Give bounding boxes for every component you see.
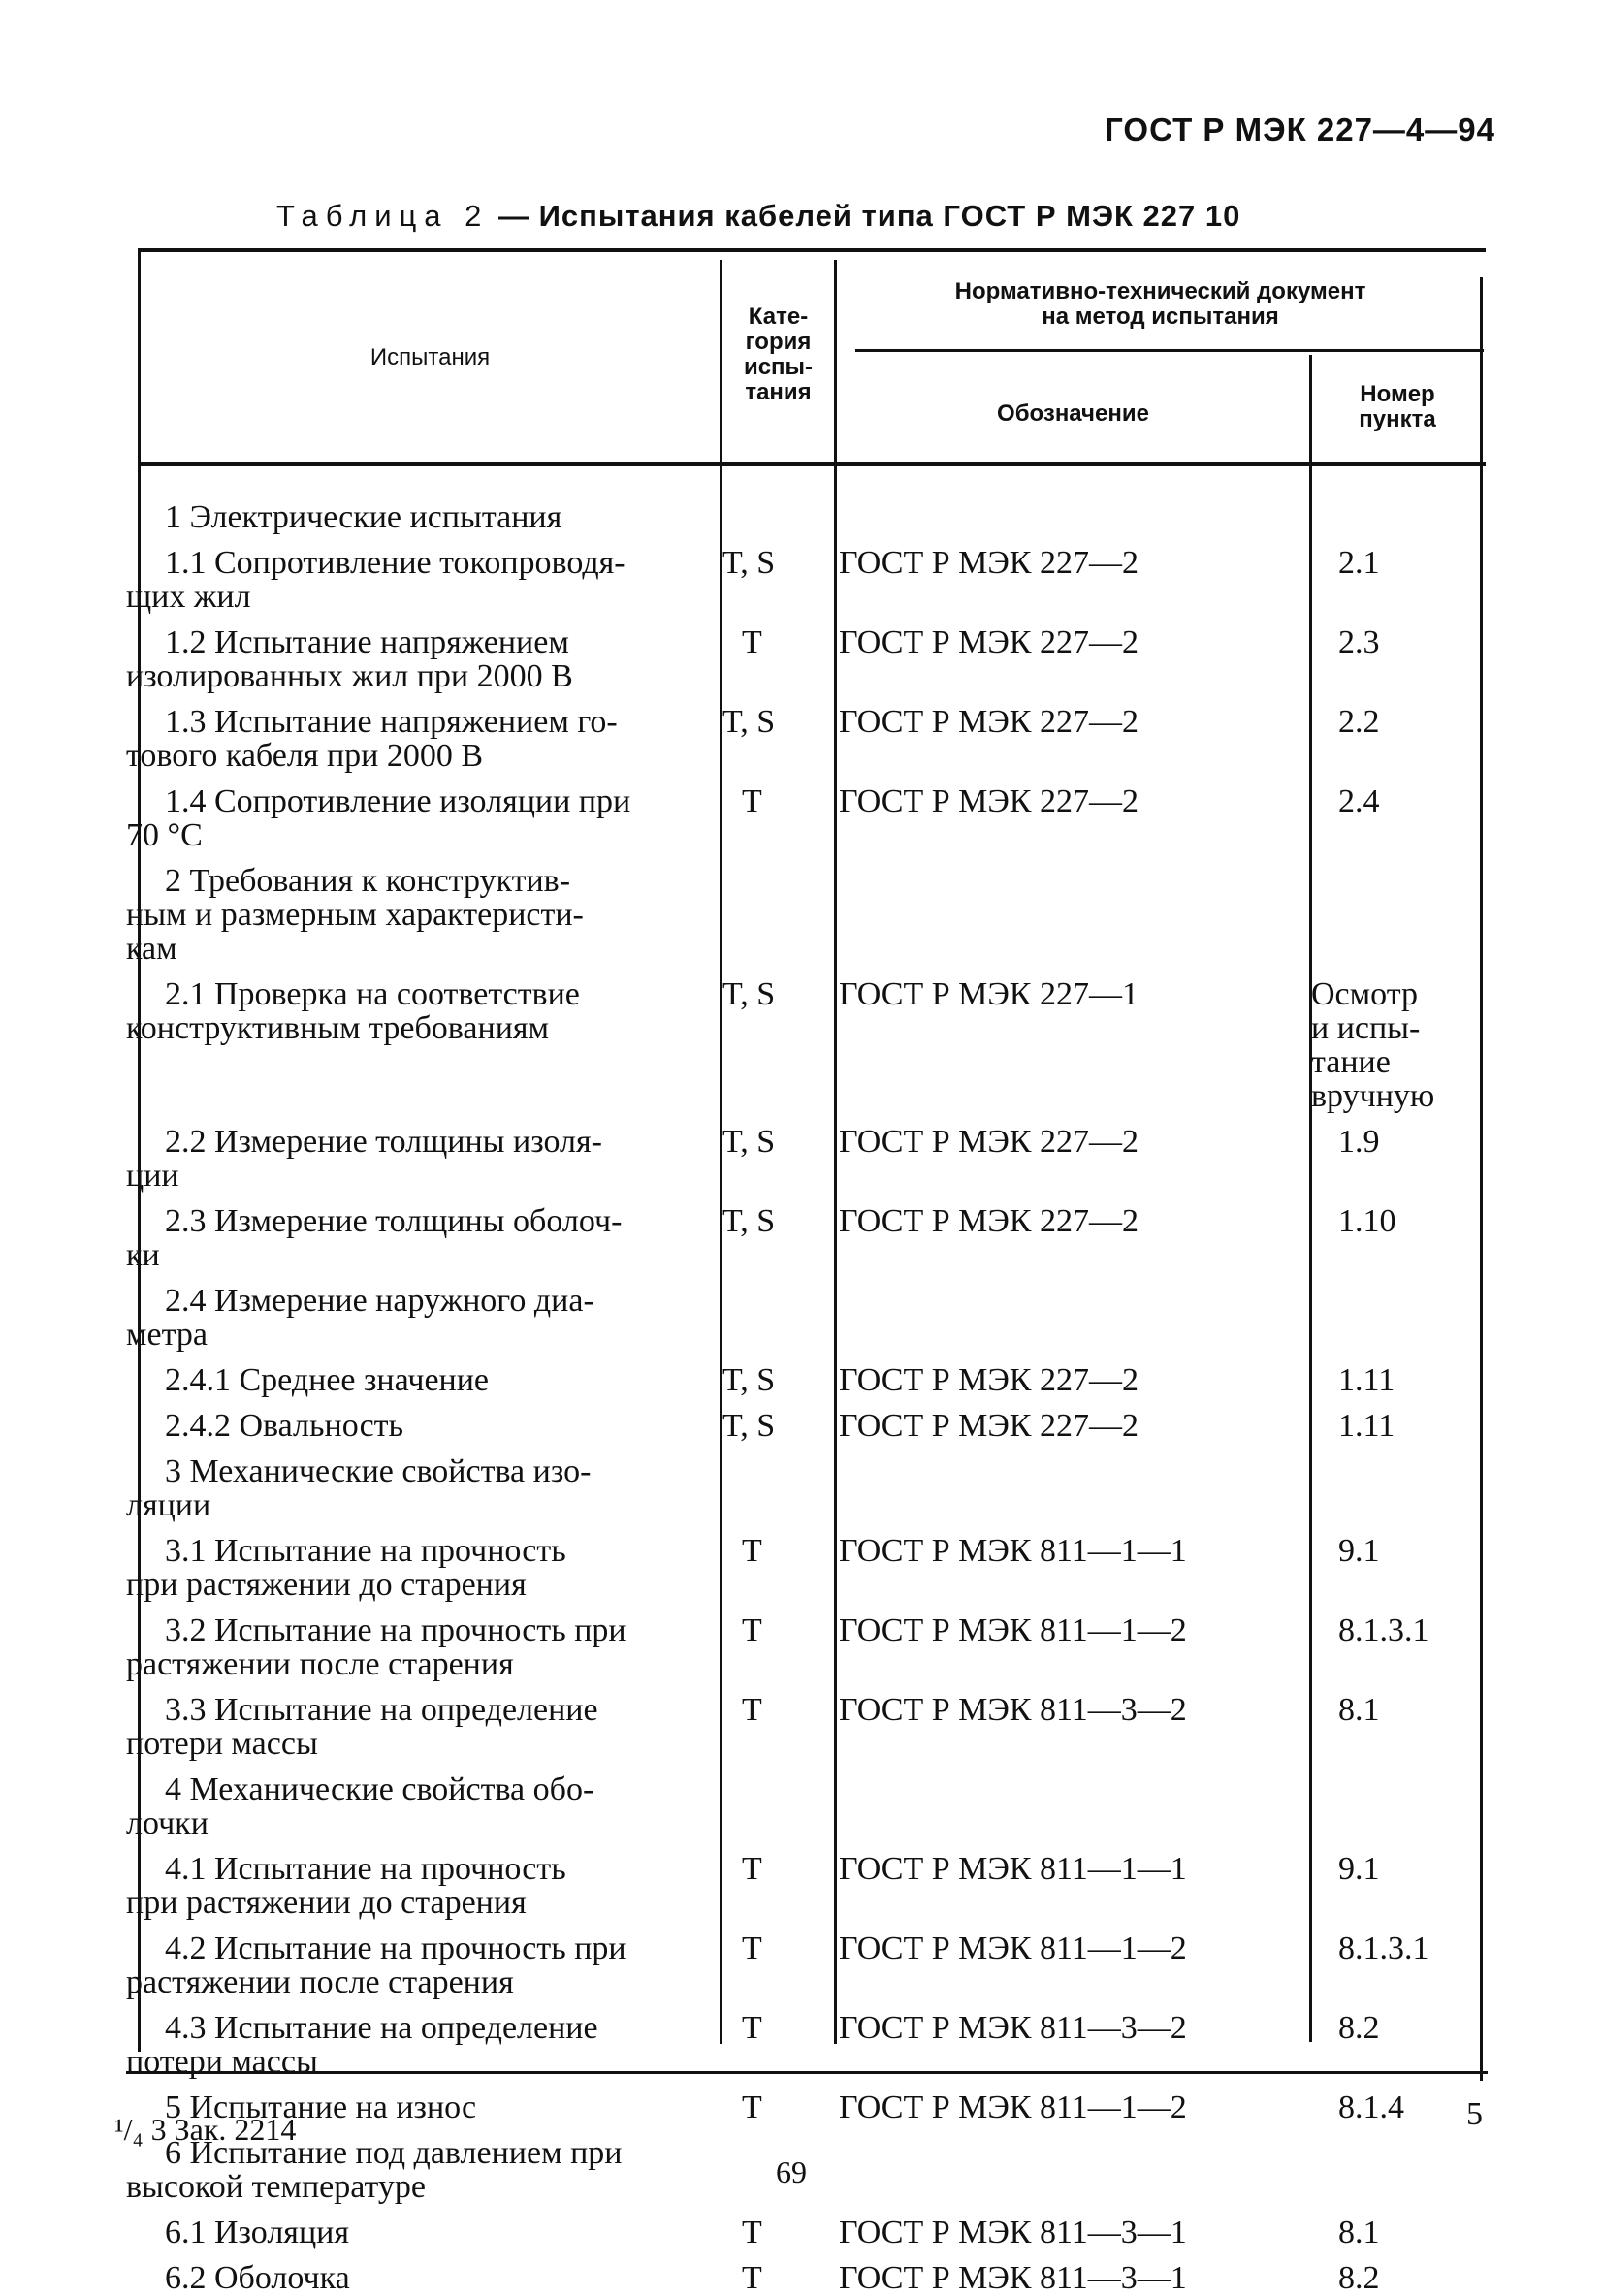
clause-line: 2.4 (1338, 783, 1380, 819)
designation-cell: ГОСТ Р МЭК 227—2 (839, 1124, 1139, 1160)
clause-line: 8.2 (1338, 2260, 1380, 2296)
category-cell: T (742, 783, 762, 819)
test-name-cell (126, 864, 710, 966)
category-cell: T, S (722, 1124, 776, 1160)
clause-line: 8.1 (1338, 1692, 1380, 1728)
test-name-line: 4 Механические свойства обо- (165, 1771, 594, 1807)
category-cell: T (742, 2215, 762, 2250)
designation-cell: ГОСТ Р МЭК 227—1 (839, 976, 1139, 1012)
category-cell: T (742, 2010, 762, 2046)
clause-line: 9.1 (1338, 1851, 1380, 1887)
test-name-line: 1.3 Испытание напряжением го- (165, 704, 618, 740)
test-name-line: потери массы (126, 2044, 318, 2080)
designation-cell: ГОСТ Р МЭК 811—3—2 (839, 2010, 1187, 2046)
category-cell: T (742, 624, 762, 660)
test-name-cell (126, 625, 710, 693)
clause-cell (1311, 1125, 1481, 1159)
clause-line: вручную (1311, 1078, 1435, 1114)
category-cell: T (742, 1851, 762, 1887)
table-title (276, 199, 1240, 234)
test-name-line: 2.2 Измерение толщины изоля- (165, 1124, 602, 1160)
test-name-line: 1.1 Сопротивление токопроводя- (165, 545, 626, 581)
clause-cell (1311, 1204, 1481, 1238)
clause-cell (1311, 1534, 1481, 1568)
designation-cell: ГОСТ Р МЭК 811—3—2 (839, 1692, 1187, 1728)
column-rule-designation (834, 260, 837, 2044)
clause-line: 8.1.3.1 (1338, 1930, 1429, 1966)
designation-cell: ГОСТ Р МЭК 227—2 (839, 624, 1139, 660)
clause-cell (1311, 705, 1481, 739)
test-name-line: 3 Механические свойства изо- (165, 1453, 592, 1489)
test-name-line: кам (126, 931, 177, 967)
header-ntd-line: Нормативно-технический документ (954, 278, 1366, 304)
clause-cell (1311, 546, 1481, 580)
header-clause (1312, 382, 1483, 432)
test-name-cell (126, 2011, 710, 2079)
test-name-cell (126, 1852, 710, 1920)
category-cell: T, S (722, 1203, 776, 1239)
test-name-cell (126, 1931, 710, 1999)
test-name-line: 2.4 Измерение наружного диа- (165, 1283, 594, 1319)
clause-cell (1311, 784, 1481, 818)
header-clause-line: пункта (1359, 406, 1436, 432)
test-name-line: 1.4 Сопротивление изоляции при (165, 783, 631, 819)
clause-cell (1311, 1613, 1481, 1647)
header-category-line: Кате- (748, 303, 809, 330)
test-name-line: 1 Электрические испытания (165, 499, 562, 535)
clause-cell (1311, 1931, 1481, 1965)
clause-line: 8.1.3.1 (1338, 1612, 1429, 1648)
clause-line: 1.9 (1338, 1124, 1380, 1160)
clause-line: тание (1311, 1044, 1391, 1080)
designation-cell: ГОСТ Р МЭК 811—1—2 (839, 2089, 1187, 2125)
clause-cell (1311, 2011, 1481, 2045)
document-code: ГОСТ Р МЭК 227—4—94 (1105, 112, 1495, 147)
clause-cell (1311, 977, 1481, 1113)
clause-line: 2.1 (1338, 545, 1380, 581)
header-category-line: испы- (743, 354, 814, 380)
test-name-line: 6 Испытание под давлением при (165, 2135, 623, 2171)
category-cell: T (742, 1692, 762, 1728)
designation-cell: ГОСТ Р МЭК 811—1—2 (839, 1930, 1187, 1966)
test-name-line: потери массы (126, 1726, 318, 1762)
test-name-line: щих жил (126, 579, 251, 615)
clause-line: 1.11 (1338, 1362, 1395, 1398)
test-name-line: 2.4.2 Овальность (165, 1408, 404, 1444)
test-name-cell (126, 1125, 710, 1193)
test-name-line: 5 Испытание на износ (165, 2089, 477, 2125)
header-ntd (837, 279, 1484, 330)
designation-cell: ГОСТ Р МЭК 811—1—2 (839, 1612, 1187, 1648)
designation-cell: ГОСТ Р МЭК 227—2 (839, 1362, 1139, 1398)
clause-cell (1311, 1363, 1481, 1397)
test-name-cell (126, 1409, 710, 1443)
test-name-line: конструктивным требованиям (126, 1010, 550, 1046)
test-name-cell (126, 1772, 710, 1840)
test-name-line: при растяжении до старения (126, 1567, 527, 1603)
test-name-line: лочки (126, 1805, 209, 1841)
test-name-line: ки (126, 1237, 160, 1273)
test-name-line: 6.1 Изоляция (165, 2215, 349, 2250)
test-name-cell (126, 1454, 710, 1522)
test-name-cell (126, 2216, 710, 2249)
designation-cell: ГОСТ Р МЭК 227—2 (839, 545, 1139, 581)
test-name-line: 2.3 Измерение толщины оболоч- (165, 1203, 623, 1239)
test-name-cell (126, 500, 710, 534)
header-clause-line: Номер (1360, 381, 1435, 407)
test-name-line: ции (126, 1158, 179, 1194)
test-name-line: 3.2 Испытание на прочность при (165, 1612, 626, 1648)
clause-cell (1311, 2090, 1481, 2124)
test-name-cell (126, 1363, 710, 1397)
clause-line: 8.2 (1338, 2010, 1380, 2046)
test-name-line: 2.1 Проверка на соответствие (165, 976, 580, 1012)
designation-cell: ГОСТ Р МЭК 227—2 (839, 1203, 1139, 1239)
category-cell: T, S (722, 704, 776, 740)
header-ntd-line: на метод испытания (1042, 303, 1279, 330)
footer-sheet-number: 5 (1466, 2096, 1483, 2132)
test-name-cell (126, 1204, 710, 1272)
clause-cell (1311, 1693, 1481, 1727)
clause-line: 2.2 (1338, 704, 1380, 740)
designation-cell: ГОСТ Р МЭК 811—1—1 (839, 1533, 1187, 1569)
column-rule-clause (1309, 355, 1312, 2042)
test-name-line: высокой температуре (126, 2169, 426, 2205)
header-bottom-rule (138, 462, 1486, 466)
designation-cell: ГОСТ Р МЭК 227—2 (839, 1408, 1139, 1444)
header-category-line: гория (745, 329, 812, 355)
test-name-line: 6.2 Оболочка (165, 2260, 350, 2296)
test-name-cell (126, 1284, 710, 1352)
category-cell: T (742, 1930, 762, 1966)
test-name-line: 3.3 Испытание на определение (165, 1692, 598, 1728)
test-name-line: 4.1 Испытание на прочность (165, 1851, 566, 1887)
designation-cell: ГОСТ Р МЭК 811—1—1 (839, 1851, 1187, 1887)
table-title-text: — Испытания кабелей типа ГОСТ Р МЭК 227 10 (489, 199, 1241, 233)
test-name-cell (126, 1534, 710, 1602)
category-cell: T, S (722, 545, 776, 581)
test-name-cell (126, 1613, 710, 1681)
test-name-line: метра (126, 1317, 208, 1353)
header-category-line: тания (745, 379, 812, 405)
clause-line: 1.10 (1338, 1203, 1396, 1239)
test-name-line: 70 °C (126, 817, 203, 853)
designation-cell: ГОСТ Р МЭК 811—3—1 (839, 2260, 1187, 2296)
test-name-line: ляции (126, 1487, 211, 1523)
clause-cell (1311, 2216, 1481, 2249)
test-name-line: 4.2 Испытание на прочность при (165, 1930, 626, 1966)
designation-cell: ГОСТ Р МЭК 227—2 (839, 704, 1139, 740)
designation-cell: ГОСТ Р МЭК 227—2 (839, 783, 1139, 819)
clause-cell (1311, 1852, 1481, 1886)
test-name-cell (126, 705, 710, 773)
clause-line: и испы- (1311, 1010, 1421, 1046)
test-name-cell (126, 977, 710, 1045)
category-cell: T (742, 1533, 762, 1569)
test-name-line: 4.3 Испытание на определение (165, 2010, 598, 2046)
clause-line: 2.3 (1338, 624, 1380, 660)
header-sub-rule (855, 349, 1484, 352)
test-name-line: изолированных жил при 2000 В (126, 658, 573, 694)
clause-cell (1311, 625, 1481, 659)
test-name-line: 2.4.1 Среднее значение (165, 1362, 490, 1398)
category-cell: T, S (722, 1408, 776, 1444)
test-name-line: 2 Требования к конструктив- (165, 863, 571, 899)
test-name-line: 1.2 Испытание напряжением (165, 624, 569, 660)
header-category (722, 304, 834, 405)
footer-order-note: ¹/₄ 3 Зак. 2214 (114, 2112, 297, 2147)
category-cell: T, S (722, 1362, 776, 1398)
test-name-line: растяжении после старения (126, 1964, 514, 2000)
test-name-cell (126, 1693, 710, 1761)
clause-line: 9.1 (1338, 1533, 1380, 1569)
category-cell: T (742, 2260, 762, 2296)
table-top-rule (138, 248, 1486, 252)
designation-cell: ГОСТ Р МЭК 811—3—1 (839, 2215, 1187, 2250)
test-name-cell (126, 784, 710, 852)
clause-line: 1.11 (1338, 1408, 1395, 1444)
category-cell: T (742, 1612, 762, 1648)
test-name-line: тового кабеля при 2000 В (126, 738, 484, 774)
clause-line: 8.1.4 (1338, 2089, 1404, 2125)
footer-page-number: 69 (776, 2154, 807, 2189)
clause-line: 8.1 (1338, 2215, 1380, 2250)
category-cell: T (742, 2089, 762, 2125)
header-tests: Испытания (369, 344, 491, 370)
test-name-line: при растяжении до старения (126, 1885, 527, 1921)
test-name-line: ным и размерным характеристи- (126, 897, 584, 933)
test-name-line: растяжении после старения (126, 1646, 514, 1682)
category-cell: T, S (722, 976, 776, 1012)
header-designation: Обозначение (997, 400, 1149, 427)
table-title-lead: Таблица 2 (276, 199, 490, 233)
test-name-line: 3.1 Испытание на прочность (165, 1533, 566, 1569)
test-name-cell (126, 546, 710, 614)
clause-line: Осмотр (1311, 976, 1418, 1012)
clause-cell (1311, 1409, 1481, 1443)
